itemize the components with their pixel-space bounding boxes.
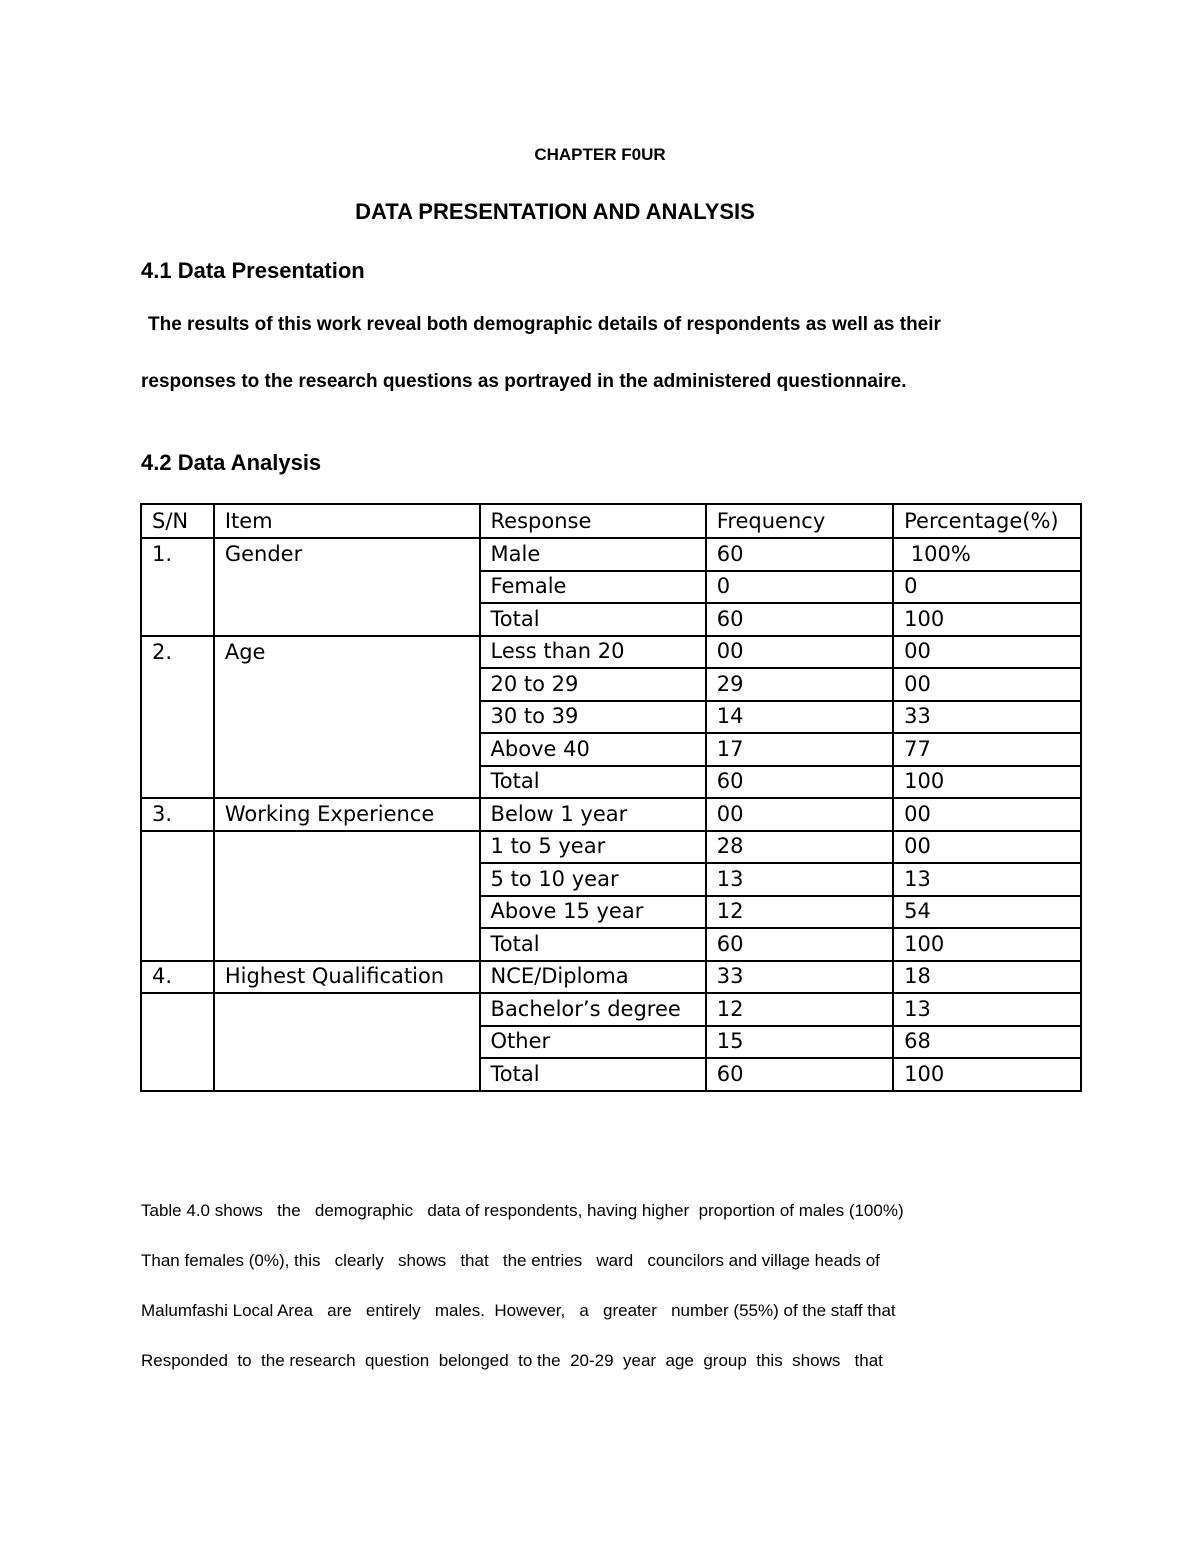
cell-response: 30 to 39 [480, 701, 706, 734]
body-paragraph-line: Than females (0%), this clearly shows that the entries ward councilors and village heads of [141, 1251, 880, 1270]
header-response: Response [480, 504, 706, 538]
cell-frequency: 00 [706, 798, 893, 831]
cell-frequency: 29 [706, 668, 893, 701]
cell-percentage: 13 [893, 863, 1081, 896]
table-row [141, 538, 1081, 571]
cell-frequency: 60 [706, 928, 893, 961]
header-percentage: Percentage(%) [893, 504, 1081, 538]
cell-percentage: 68 [893, 1026, 1081, 1059]
cell-percentage: 100 [893, 603, 1081, 636]
table-row [141, 831, 1081, 864]
cell-frequency: 60 [706, 1058, 893, 1091]
cell-frequency: 14 [706, 701, 893, 734]
section-heading-data-presentation: 4.1 Data Presentation [141, 258, 365, 283]
header-sn: S/N [141, 504, 214, 538]
cell-percentage: 0 [893, 571, 1081, 604]
cell-percentage: 00 [893, 831, 1081, 864]
cell-percentage: 00 [893, 668, 1081, 701]
cell-response: Female [480, 571, 706, 604]
cell-frequency: 15 [706, 1026, 893, 1059]
cell-response: Less than 20 [480, 636, 706, 669]
cell-frequency: 00 [706, 636, 893, 669]
cell-frequency: 0 [706, 571, 893, 604]
cell-percentage: 18 [893, 961, 1081, 994]
body-paragraph-line: Responded to the research question belonged to the 20-29 year age group this shows that [141, 1351, 883, 1370]
cell-frequency: 12 [706, 993, 893, 1026]
cell-percentage: 100 [893, 928, 1081, 961]
cell-frequency: 60 [706, 766, 893, 799]
cell-response: Other [480, 1026, 706, 1059]
header-item: Item [214, 504, 480, 538]
body-paragraph-line: Table 4.0 shows the demographic data of respondents, having higher proportion of males (100%) [141, 1201, 904, 1220]
cell-item-empty [214, 831, 480, 961]
cell-item: Age [214, 636, 480, 799]
cell-sn: 3. [141, 798, 214, 831]
cell-percentage: 00 [893, 798, 1081, 831]
cell-frequency: 33 [706, 961, 893, 994]
cell-frequency: 17 [706, 733, 893, 766]
intro-paragraph-line: The results of this work reveal both demographic details of respondents as well as their [148, 314, 941, 335]
cell-percentage: 100% [893, 538, 1081, 571]
chapter-title: DATA PRESENTATION AND ANALYSIS [355, 199, 755, 224]
intro-paragraph-line: responses to the research questions as portrayed in the administered questionnaire. [141, 371, 907, 392]
cell-response: 5 to 10 year [480, 863, 706, 896]
cell-percentage: 77 [893, 733, 1081, 766]
chapter-label: CHAPTER F0UR [534, 145, 666, 164]
cell-percentage: 100 [893, 766, 1081, 799]
cell-sn: 4. [141, 961, 214, 994]
cell-item: Highest Qualification [214, 961, 480, 994]
cell-percentage: 00 [893, 636, 1081, 669]
section-heading-data-analysis: 4.2 Data Analysis [141, 450, 322, 475]
cell-sn-empty [141, 831, 214, 961]
table-row [141, 961, 1081, 994]
cell-response: Below 1 year [480, 798, 706, 831]
cell-percentage: 13 [893, 993, 1081, 1026]
cell-response: Total [480, 603, 706, 636]
cell-item: Working Experience [214, 798, 480, 831]
cell-response: NCE/Diploma [480, 961, 706, 994]
cell-sn: 2. [141, 636, 214, 799]
cell-sn: 1. [141, 538, 214, 636]
cell-response: 1 to 5 year [480, 831, 706, 864]
cell-response: Total [480, 766, 706, 799]
cell-response: Above 15 year [480, 896, 706, 929]
cell-response: Total [480, 928, 706, 961]
cell-response: Bachelor’s degree [480, 993, 706, 1026]
table-row [141, 993, 1081, 1026]
cell-frequency: 13 [706, 863, 893, 896]
cell-percentage: 54 [893, 896, 1081, 929]
demographic-table [140, 503, 1082, 1092]
cell-response: Above 40 [480, 733, 706, 766]
cell-frequency: 60 [706, 603, 893, 636]
cell-sn-empty [141, 993, 214, 1091]
cell-response: Total [480, 1058, 706, 1091]
cell-percentage: 33 [893, 701, 1081, 734]
cell-frequency: 12 [706, 896, 893, 929]
body-paragraph-line: Malumfashi Local Area are entirely males. However, a greater number (55%) of the staff that [141, 1301, 896, 1320]
cell-frequency: 28 [706, 831, 893, 864]
cell-item: Gender [214, 538, 480, 636]
cell-response: 20 to 29 [480, 668, 706, 701]
cell-item-empty [214, 993, 480, 1091]
cell-frequency: 60 [706, 538, 893, 571]
cell-response: Male [480, 538, 706, 571]
table-row [141, 636, 1081, 669]
cell-percentage: 100 [893, 1058, 1081, 1091]
header-frequency: Frequency [706, 504, 893, 538]
table-header-row [141, 504, 1081, 538]
table-row [141, 798, 1081, 831]
